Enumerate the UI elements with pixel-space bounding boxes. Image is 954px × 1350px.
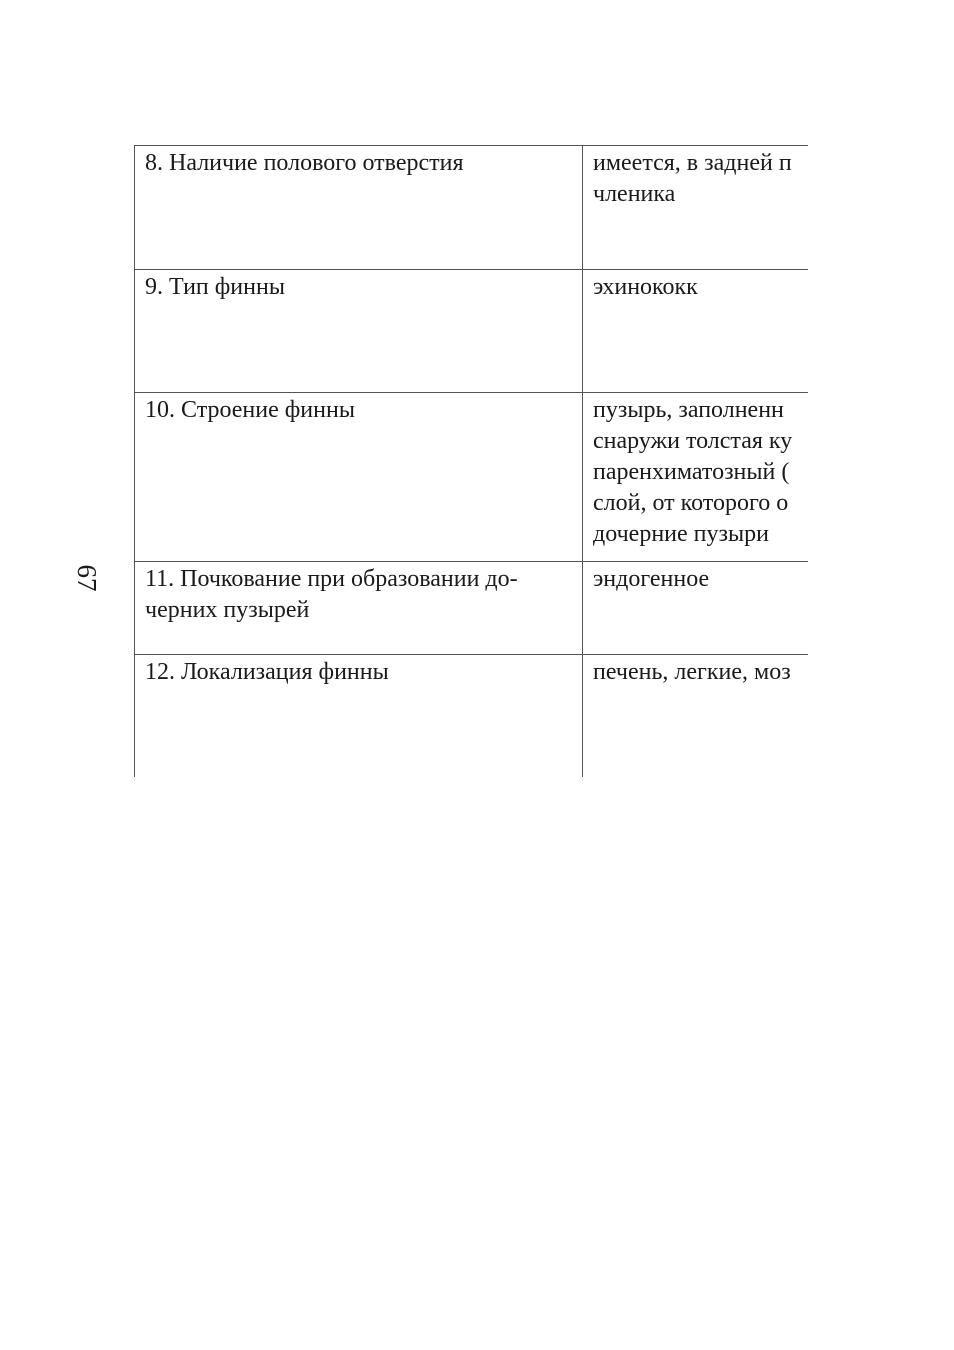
feature-text: 9. Тип финны — [145, 274, 285, 300]
feature-text: 10. Строение финны — [145, 397, 355, 423]
feature-cell — [135, 655, 583, 778]
table-row — [135, 146, 809, 270]
value-text: печень, легкие, моз — [593, 659, 791, 685]
value-cell — [583, 562, 809, 655]
feature-cell — [135, 270, 583, 393]
value-cell — [583, 655, 809, 778]
feature-cell — [135, 562, 583, 655]
table-row — [135, 393, 809, 562]
value-text: дочерние пузыри — [593, 521, 769, 547]
value-cell — [583, 393, 809, 562]
comparison-table-viewport — [134, 145, 808, 777]
value-text: паренхиматозный ( — [593, 459, 790, 485]
table-row — [135, 270, 809, 393]
feature-cell — [135, 146, 583, 270]
value-text: пузырь, заполненн — [593, 397, 784, 423]
feature-text: 12. Локализация финны — [145, 659, 389, 685]
value-text: имеется, в задней п — [593, 150, 792, 176]
value-cell — [583, 270, 809, 393]
value-text: слой, от которого о — [593, 490, 789, 516]
value-text: снаружи толстая ку — [593, 428, 793, 454]
table-row — [135, 562, 809, 655]
table-row — [135, 655, 809, 778]
value-text: эндогенное — [593, 566, 710, 592]
feature-text: 8. Наличие полового отверстия — [145, 150, 464, 176]
value-cell — [583, 146, 809, 270]
comparison-table — [134, 145, 808, 777]
feature-text: 11. Почкование при образовании до- — [145, 566, 518, 592]
value-text: эхинококк — [593, 274, 698, 300]
value-text: членика — [593, 181, 676, 207]
feature-text: черних пузырей — [145, 597, 310, 623]
feature-cell — [135, 393, 583, 562]
page-number: 67 — [72, 564, 103, 592]
